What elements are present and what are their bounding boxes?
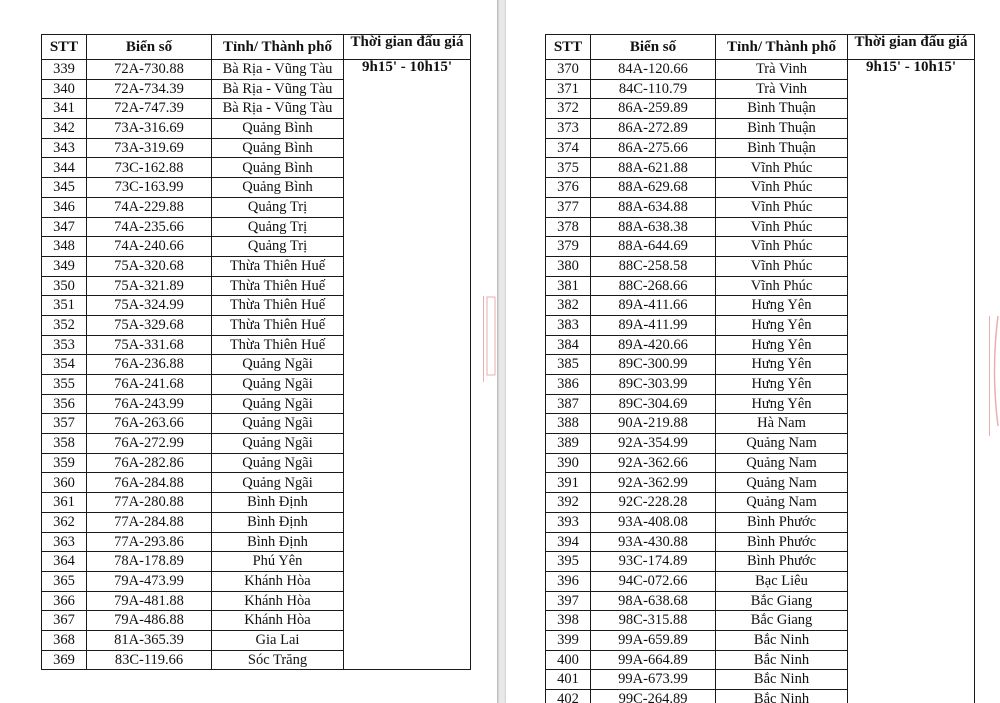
row-province: Hưng Yên: [716, 315, 848, 335]
plate-auction-table-left: [41, 34, 471, 670]
row-province: Quảng Bình: [212, 158, 344, 178]
row-stt: 396: [546, 571, 591, 591]
row-plate-number: 88C-258.58: [591, 256, 716, 276]
row-stt: 399: [546, 630, 591, 650]
row-stt: 378: [546, 217, 591, 237]
row-province: Quảng Ngãi: [212, 414, 344, 434]
row-province: Sóc Trăng: [212, 650, 344, 670]
header-plate: Biển số: [591, 35, 716, 60]
row-stt: 357: [42, 414, 87, 434]
row-stt: 387: [546, 394, 591, 414]
row-stt: 365: [42, 571, 87, 591]
row-stt: 384: [546, 335, 591, 355]
row-plate-number: 79A-486.88: [87, 611, 212, 631]
row-plate-number: 76A-263.66: [87, 414, 212, 434]
row-plate-number: 72A-730.88: [87, 60, 212, 80]
row-province: Thừa Thiên Huế: [212, 315, 344, 335]
row-province: Bắc Ninh: [716, 630, 848, 650]
row-stt: 347: [42, 217, 87, 237]
row-plate-number: 86A-272.89: [591, 119, 716, 139]
row-province: Gia Lai: [212, 630, 344, 650]
row-province: Quảng Bình: [212, 178, 344, 198]
row-province: Quảng Nam: [716, 493, 848, 513]
row-province: Bắc Giang: [716, 611, 848, 631]
row-stt: 362: [42, 512, 87, 532]
row-stt: 390: [546, 453, 591, 473]
row-province: Vĩnh Phúc: [716, 276, 848, 296]
row-plate-number: 84A-120.66: [591, 60, 716, 80]
row-stt: 401: [546, 670, 591, 690]
row-province: Quảng Bình: [212, 138, 344, 158]
row-plate-number: 73A-316.69: [87, 119, 212, 139]
row-plate-number: 89C-303.99: [591, 375, 716, 395]
page-edge: [497, 0, 498, 703]
row-stt: 368: [42, 630, 87, 650]
row-province: Bình Thuận: [716, 99, 848, 119]
row-province: Bình Định: [212, 532, 344, 552]
row-plate-number: 89A-411.99: [591, 315, 716, 335]
row-plate-number: 79A-481.88: [87, 591, 212, 611]
row-province: Quảng Nam: [716, 473, 848, 493]
row-province: Khánh Hòa: [212, 611, 344, 631]
row-province: Thừa Thiên Huế: [212, 296, 344, 316]
row-plate-number: 74A-240.66: [87, 237, 212, 257]
row-province: Bình Định: [212, 512, 344, 532]
row-stt: 344: [42, 158, 87, 178]
row-plate-number: 77A-284.88: [87, 512, 212, 532]
row-stt: 345: [42, 178, 87, 198]
stamp-shape: [486, 296, 496, 376]
row-plate-number: 76A-236.88: [87, 355, 212, 375]
row-plate-number: 88A-644.69: [591, 237, 716, 257]
row-stt: 369: [42, 650, 87, 670]
row-province: Hưng Yên: [716, 335, 848, 355]
auction-time-cell: 9h15' - 10h15': [848, 60, 975, 703]
row-province: Hưng Yên: [716, 355, 848, 375]
row-plate-number: 75A-329.68: [87, 315, 212, 335]
row-plate-number: 74A-235.66: [87, 217, 212, 237]
row-province: Vĩnh Phúc: [716, 178, 848, 198]
header-plate: Biển số: [87, 35, 212, 60]
row-stt: 360: [42, 473, 87, 493]
row-stt: 355: [42, 375, 87, 395]
row-stt: 372: [546, 99, 591, 119]
row-stt: 379: [546, 237, 591, 257]
row-province: Bắc Giang: [716, 591, 848, 611]
row-stt: 397: [546, 591, 591, 611]
header-stt: STT: [42, 35, 87, 60]
row-stt: 394: [546, 532, 591, 552]
row-stt: 367: [42, 611, 87, 631]
row-plate-number: 93C-174.89: [591, 552, 716, 572]
row-plate-number: 75A-320.68: [87, 256, 212, 276]
row-province: Bình Thuận: [716, 138, 848, 158]
table-row: [42, 60, 471, 80]
red-stamp-mark: [483, 296, 496, 382]
row-province: Quảng Bình: [212, 119, 344, 139]
row-plate-number: 89C-304.69: [591, 394, 716, 414]
row-stt: 383: [546, 315, 591, 335]
row-province: Hưng Yên: [716, 375, 848, 395]
row-province: Quảng Nam: [716, 453, 848, 473]
row-plate-number: 76A-243.99: [87, 394, 212, 414]
row-province: Khánh Hòa: [212, 571, 344, 591]
row-province: Hà Nam: [716, 414, 848, 434]
table-row: [546, 60, 975, 80]
row-province: Thừa Thiên Huế: [212, 256, 344, 276]
row-province: Hưng Yên: [716, 394, 848, 414]
row-plate-number: 93A-430.88: [591, 532, 716, 552]
row-plate-number: 86A-259.89: [591, 99, 716, 119]
row-province: Quảng Nam: [716, 434, 848, 454]
row-stt: 395: [546, 552, 591, 572]
table-header-row: [546, 35, 975, 60]
table-body-left: [42, 60, 471, 670]
row-province: Quảng Trị: [212, 217, 344, 237]
row-plate-number: 89A-411.66: [591, 296, 716, 316]
row-province: Quảng Trị: [212, 197, 344, 217]
red-stamp-mark: [989, 316, 1000, 436]
row-stt: 349: [42, 256, 87, 276]
row-stt: 340: [42, 79, 87, 99]
row-plate-number: 92A-354.99: [591, 434, 716, 454]
row-plate-number: 76A-284.88: [87, 473, 212, 493]
row-stt: 370: [546, 60, 591, 80]
row-stt: 366: [42, 591, 87, 611]
row-stt: 363: [42, 532, 87, 552]
row-province: Vĩnh Phúc: [716, 217, 848, 237]
row-plate-number: 94C-072.66: [591, 571, 716, 591]
document-page-left: [0, 0, 498, 703]
row-stt: 353: [42, 335, 87, 355]
row-stt: 350: [42, 276, 87, 296]
row-plate-number: 75A-321.89: [87, 276, 212, 296]
row-plate-number: 93A-408.08: [591, 512, 716, 532]
row-province: Bình Định: [212, 493, 344, 513]
row-plate-number: 88A-638.38: [591, 217, 716, 237]
row-province: Khánh Hòa: [212, 591, 344, 611]
row-plate-number: 99A-673.99: [591, 670, 716, 690]
row-stt: 385: [546, 355, 591, 375]
row-plate-number: 88A-629.68: [591, 178, 716, 198]
row-province: Vĩnh Phúc: [716, 256, 848, 276]
row-plate-number: 99C-264.89: [591, 690, 716, 703]
row-stt: 375: [546, 158, 591, 178]
row-stt: 381: [546, 276, 591, 296]
row-province: Bình Phước: [716, 532, 848, 552]
row-stt: 391: [546, 473, 591, 493]
row-province: Bắc Ninh: [716, 690, 848, 703]
row-plate-number: 99A-659.89: [591, 630, 716, 650]
row-province: Thừa Thiên Huế: [212, 276, 344, 296]
row-province: Bạc Liêu: [716, 571, 848, 591]
row-stt: 361: [42, 493, 87, 513]
row-province: Phú Yên: [212, 552, 344, 572]
row-plate-number: 76A-241.68: [87, 375, 212, 395]
row-stt: 374: [546, 138, 591, 158]
row-plate-number: 76A-272.99: [87, 434, 212, 454]
row-plate-number: 81A-365.39: [87, 630, 212, 650]
row-province: Bình Phước: [716, 512, 848, 532]
row-province: Vĩnh Phúc: [716, 197, 848, 217]
row-province: Vĩnh Phúc: [716, 158, 848, 178]
row-plate-number: 88A-621.88: [591, 158, 716, 178]
row-province: Quảng Ngãi: [212, 434, 344, 454]
row-stt: 351: [42, 296, 87, 316]
row-province: Bắc Ninh: [716, 670, 848, 690]
row-plate-number: 92A-362.66: [591, 453, 716, 473]
row-plate-number: 79A-473.99: [87, 571, 212, 591]
row-province: Vĩnh Phúc: [716, 237, 848, 257]
plate-auction-table-right: [545, 34, 975, 703]
row-stt: 380: [546, 256, 591, 276]
row-plate-number: 72A-734.39: [87, 79, 212, 99]
row-stt: 358: [42, 434, 87, 454]
auction-time-cell: 9h15' - 10h15': [344, 60, 471, 670]
row-plate-number: 90A-219.88: [591, 414, 716, 434]
row-province: Quảng Ngãi: [212, 473, 344, 493]
row-stt: 341: [42, 99, 87, 119]
row-stt: 373: [546, 119, 591, 139]
row-province: Quảng Trị: [212, 237, 344, 257]
header-time: Thời gian đấu giá: [344, 35, 471, 60]
row-plate-number: 99A-664.89: [591, 650, 716, 670]
row-stt: 382: [546, 296, 591, 316]
row-stt: 393: [546, 512, 591, 532]
row-plate-number: 88A-634.88: [591, 197, 716, 217]
row-stt: 352: [42, 315, 87, 335]
row-province: Bà Rịa - Vũng Tàu: [212, 99, 344, 119]
table-body-right: [546, 60, 975, 703]
row-plate-number: 73C-163.99: [87, 178, 212, 198]
row-stt: 364: [42, 552, 87, 572]
row-stt: 388: [546, 414, 591, 434]
row-stt: 339: [42, 60, 87, 80]
row-stt: 342: [42, 119, 87, 139]
row-stt: 392: [546, 493, 591, 513]
row-stt: 377: [546, 197, 591, 217]
row-province: Trà Vinh: [716, 60, 848, 80]
header-time: Thời gian đấu giá: [848, 35, 975, 60]
row-plate-number: 83C-119.66: [87, 650, 212, 670]
row-plate-number: 92C-228.28: [591, 493, 716, 513]
row-stt: 389: [546, 434, 591, 454]
row-plate-number: 88C-268.66: [591, 276, 716, 296]
row-province: Quảng Ngãi: [212, 355, 344, 375]
row-plate-number: 98A-638.68: [591, 591, 716, 611]
row-stt: 402: [546, 690, 591, 703]
row-plate-number: 98C-315.88: [591, 611, 716, 631]
row-stt: 376: [546, 178, 591, 198]
row-plate-number: 92A-362.99: [591, 473, 716, 493]
row-province: Quảng Ngãi: [212, 375, 344, 395]
row-plate-number: 89C-300.99: [591, 355, 716, 375]
row-plate-number: 77A-280.88: [87, 493, 212, 513]
header-stt: STT: [546, 35, 591, 60]
row-province: Hưng Yên: [716, 296, 848, 316]
document-page-right: [506, 0, 1000, 703]
row-province: Bắc Ninh: [716, 650, 848, 670]
row-plate-number: 72A-747.39: [87, 99, 212, 119]
row-plate-number: 73A-319.69: [87, 138, 212, 158]
header-province: Tỉnh/ Thành phố: [212, 35, 344, 60]
row-stt: 386: [546, 375, 591, 395]
row-province: Thừa Thiên Huế: [212, 335, 344, 355]
row-stt: 346: [42, 197, 87, 217]
table-header-row: [42, 35, 471, 60]
row-plate-number: 86A-275.66: [591, 138, 716, 158]
stamp-shape: [991, 316, 999, 426]
row-stt: 343: [42, 138, 87, 158]
row-province: Bình Thuận: [716, 119, 848, 139]
row-stt: 356: [42, 394, 87, 414]
row-plate-number: 89A-420.66: [591, 335, 716, 355]
row-stt: 400: [546, 650, 591, 670]
row-province: Bà Rịa - Vũng Tàu: [212, 79, 344, 99]
row-stt: 359: [42, 453, 87, 473]
header-province: Tỉnh/ Thành phố: [716, 35, 848, 60]
row-stt: 348: [42, 237, 87, 257]
row-plate-number: 78A-178.89: [87, 552, 212, 572]
row-stt: 354: [42, 355, 87, 375]
row-plate-number: 75A-331.68: [87, 335, 212, 355]
row-plate-number: 77A-293.86: [87, 532, 212, 552]
row-plate-number: 73C-162.88: [87, 158, 212, 178]
row-province: Trà Vinh: [716, 79, 848, 99]
row-stt: 398: [546, 611, 591, 631]
row-plate-number: 75A-324.99: [87, 296, 212, 316]
row-stt: 371: [546, 79, 591, 99]
row-province: Bình Phước: [716, 552, 848, 572]
row-province: Bà Rịa - Vũng Tàu: [212, 60, 344, 80]
row-plate-number: 76A-282.86: [87, 453, 212, 473]
row-province: Quảng Ngãi: [212, 394, 344, 414]
row-plate-number: 74A-229.88: [87, 197, 212, 217]
row-province: Quảng Ngãi: [212, 453, 344, 473]
row-plate-number: 84C-110.79: [591, 79, 716, 99]
